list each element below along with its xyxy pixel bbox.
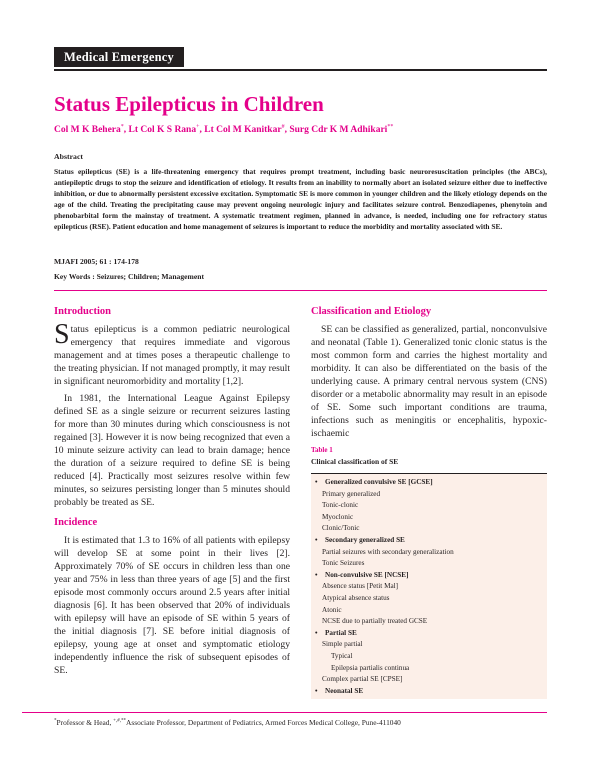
table-row: [311, 547, 547, 559]
table-row: [311, 523, 547, 535]
header-rule: [54, 69, 547, 71]
table-row-text: Atypical absence status: [322, 593, 390, 602]
footnote-mark: +,#,**: [113, 718, 126, 724]
right-column: [311, 306, 547, 699]
author-mark: **: [387, 124, 394, 130]
table-row: [311, 616, 547, 628]
table-row: [311, 639, 547, 651]
table-row-text: NCSE due to partially treated GCSE: [322, 617, 428, 626]
incidence-paragraph: It is estimated that 1.3 to 16% of all patients with epilepsy will develop SE at some point in their lives [2]. Approximately 70% of SE occurs in children less than one year and 75% in less than three years of age [5] and the first episode most commonly occurs around 2.5 years after initial diagnosis [6]. It has been observed that 20% of individuals with epilepsy will have an episode of SE within 5 years of the initial diagnosis [7]. SE before initial diagnosis of epilepsy, young age at onset and symptomatic etiology independently influence the risk of subsequent episodes of SE.: [54, 535, 290, 676]
table-row: [311, 558, 547, 570]
table-row-text: Typical: [331, 651, 353, 660]
table-row-text: Neonatal SE: [325, 686, 364, 695]
drop-cap: S: [54, 319, 70, 350]
table-row-text: Epilepsia partialis continua: [331, 663, 410, 672]
classification-table: [311, 473, 547, 699]
author-separator: ,: [284, 125, 290, 136]
bullet-icon: •: [315, 478, 318, 486]
table-row: [311, 605, 547, 617]
left-column: [54, 306, 290, 677]
introduction-heading: Introduction: [54, 306, 111, 317]
author-mark: +: [196, 124, 200, 130]
author-name: Col M K Behera: [54, 125, 121, 136]
footnote-mark: *: [54, 718, 57, 724]
table-row-text: Simple partial: [322, 640, 363, 649]
footer-rule: [22, 712, 547, 713]
author-list: [54, 124, 393, 135]
introduction-paragraph-2: In 1981, the International League Against Epilepsy defined SE as a single seizure or recurrent seizures lasting for more than 30 minutes during which consciousness is not regained [3]. However it is now being recognized that even a 10 minute seizure activity can lead to brain damage; hence the duration of a seizure required to define SE is being reduced [4]. Practically most seizures resolve within few minutes, so seizures persisting longer than 5 minutes should probably be treated as SE.: [54, 393, 290, 508]
footnote-text: Associate Professor, Department of Pediatrics, Armed Forces Medical College, Pune-411040: [125, 718, 401, 727]
table-caption: Table 1: [311, 446, 333, 454]
author-separator: ,: [199, 125, 205, 136]
table-row-text: Myoclonic: [322, 512, 354, 521]
incidence-heading: Incidence: [54, 517, 98, 528]
table-row: [311, 674, 547, 686]
table-row-text: Clonic/Tonic: [322, 524, 360, 533]
table-row-text: Partial seizures with secondary generalization: [322, 547, 454, 556]
table-row: [311, 512, 547, 524]
table-row: [311, 489, 547, 501]
bullet-icon: •: [315, 535, 318, 544]
table-category-row: [311, 628, 547, 640]
table-row-text: Tonic-clonic: [322, 501, 359, 510]
footnote-text: Professor & Head,: [56, 718, 114, 727]
classification-heading: Classification and Etiology: [311, 306, 432, 317]
table-row-text: Complex partial SE [CPSE]: [322, 675, 403, 684]
classification-paragraph: SE can be classified as generalized, partial, nonconvulsive and neonatal (Table 1). Generalized tonic clonic status is the most common form and carries the highest mortality and morbidity. It can also be differentiated on the basis of the underlying cause. A primary central nervous system (CNS) disorder or a metabolic abnormality may result in an episode of SE. Some such important conditions are trauma, infections such as meningitis or encephalitis, hypoxic-ischaemic: [311, 324, 547, 439]
table-row-text: Non-convulsive SE [NCSE]: [325, 570, 409, 579]
author-name: Surg Cdr K M Adhikari: [289, 125, 388, 136]
introduction-text: tatus epilepticus is a common pediatric neurological emergency that requires immediate and vigorous management and at times poses a therapeutic challenge to the treating physician. If not managed promptly, it may result in significant neuromorbidity and mortality [1,2].: [54, 324, 290, 387]
table-row: [311, 581, 547, 593]
table-category-row: [311, 477, 547, 489]
table-row: [311, 651, 547, 663]
introduction-paragraph: [54, 319, 290, 388]
table-row-text: Primary generalized: [322, 489, 381, 498]
author-mark: *: [120, 124, 124, 130]
table-row-text: Tonic Seizures: [322, 559, 365, 568]
table-category-row: [311, 686, 547, 698]
table-row: [311, 500, 547, 512]
author-separator: ,: [123, 125, 129, 136]
table-category-row: [311, 570, 547, 582]
bullet-icon: •: [315, 628, 318, 637]
table-category-row: [311, 535, 547, 547]
article-title: Status Epilepticus in Children: [54, 92, 324, 116]
table-row-text: Secondary generalized SE: [325, 535, 405, 544]
abstract-heading: Abstract: [54, 152, 84, 161]
table-row-text: Absence status [Petit Mal]: [322, 582, 399, 591]
table-row: [311, 593, 547, 605]
table-row-text: Partial SE: [325, 628, 357, 637]
journal-citation: MJAFI 2005; 61 : 174-178: [54, 257, 139, 266]
bullet-icon: •: [315, 570, 318, 579]
keywords: Key Words : Seizures; Children; Management: [54, 272, 204, 281]
table-row-text: Generalized convulsive SE [GCSE]: [325, 478, 433, 486]
section-divider: [54, 290, 547, 291]
table-row-text: Atonic: [322, 605, 342, 614]
author-affiliation-footnote: [54, 718, 401, 727]
section-badge: Medical Emergency: [54, 47, 184, 67]
table-title: Clinical classification of SE: [311, 457, 399, 466]
author-name: Lt Col M Kanitkar: [204, 125, 282, 136]
author-mark: #: [281, 124, 285, 130]
author-name: Lt Col K S Rana: [128, 125, 197, 136]
table-row: [311, 663, 547, 675]
abstract-text: Status epilepticus (SE) is a life-threatening emergency that requires prompt treatment, including basic neuroresuscitation principles (the ABCs), antiepileptic drugs to stop the seizure and identification of etiology. It results from an inability to normally abort an isolated seizure either due to ineffective inhibition, or due to abnormally persistent excessive excitation. Symptomatic SE is more common in younger children and the likely etiology depends on the age of the child. Treating the precipitating cause may prevent ongoing neurologic injury and facilitates seizure control. Benzodiapenes, phenytoin and phenobarbital form the mainstay of treatment. A systematic treatment regimen, planned in advance, is needed, including one for refractory status epilepticus (RSE). Patient education and home management of seizures is important to reduce the morbidity and mortality associated with SE.: [54, 167, 547, 231]
bullet-icon: •: [315, 686, 318, 695]
